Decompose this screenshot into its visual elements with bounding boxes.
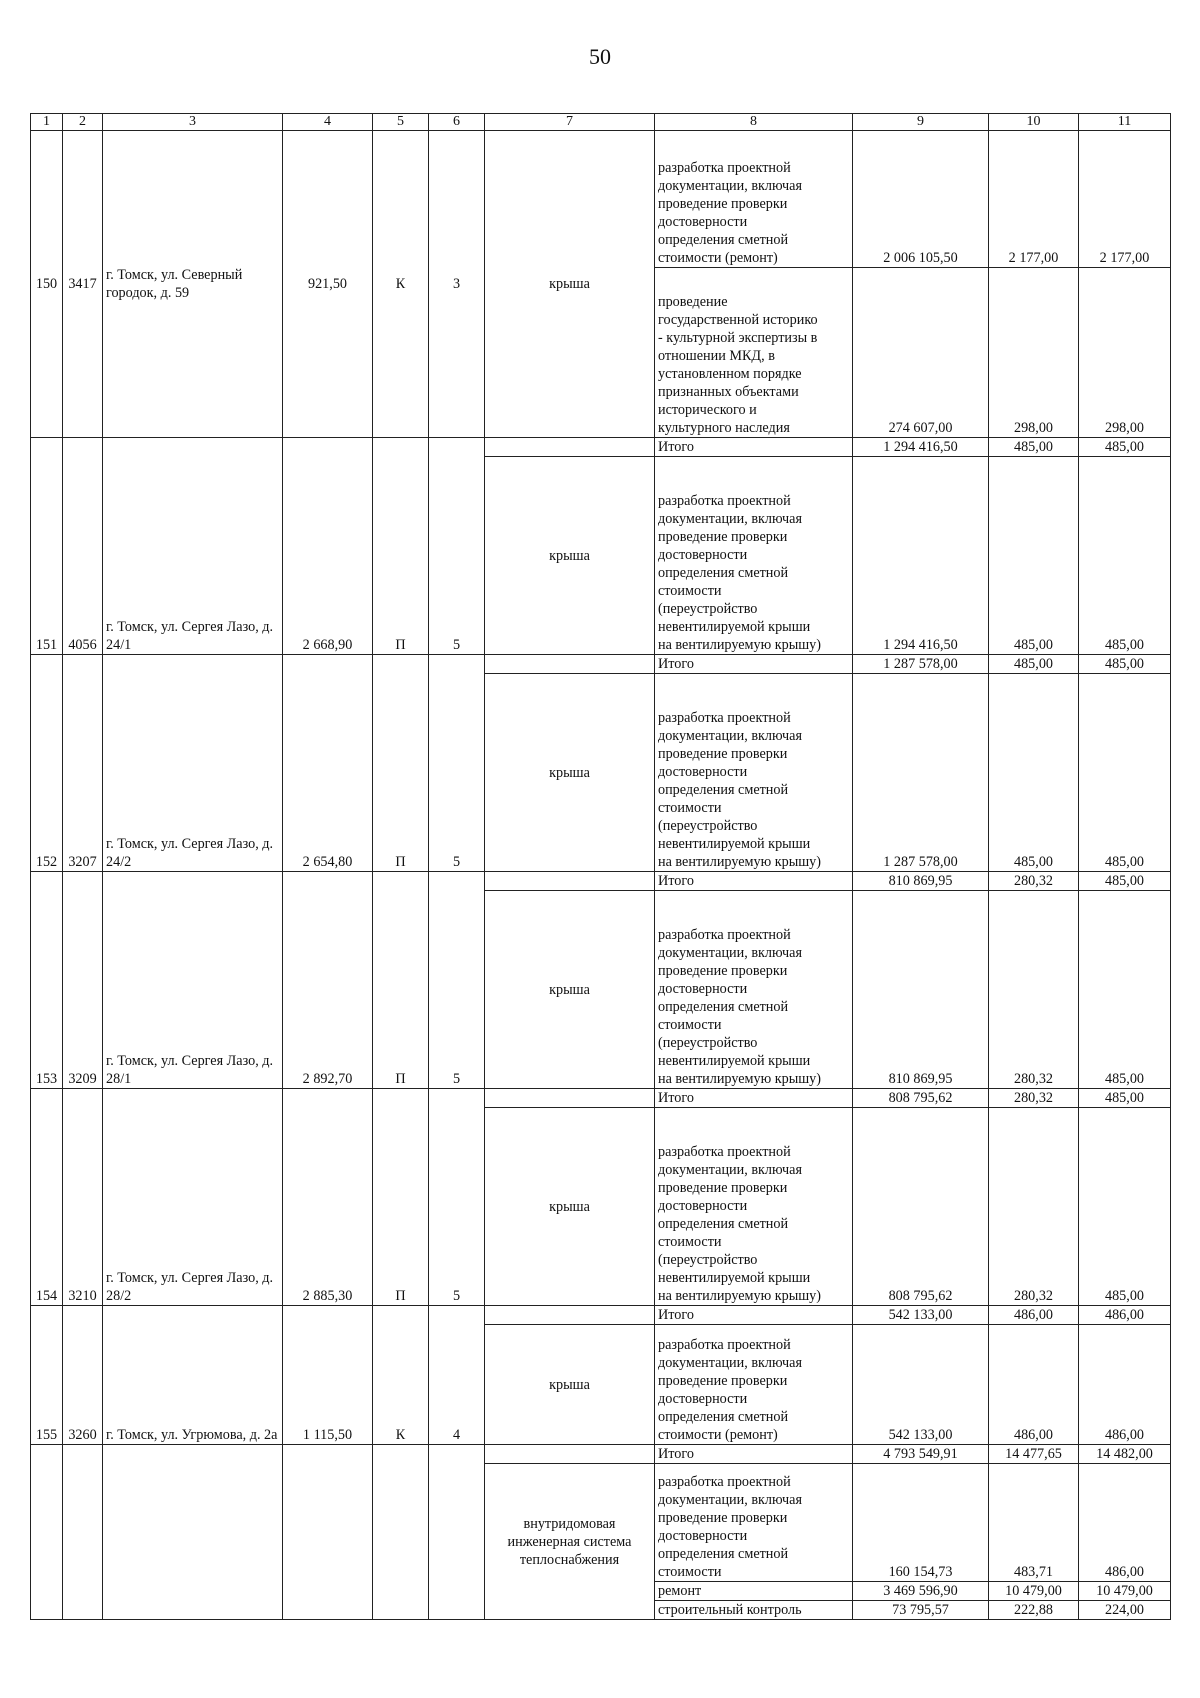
row-number: 152 bbox=[31, 655, 63, 872]
work-description: проведение государственной историко - культурной экспертизы в отношении МКД, в установленном порядке признанных объектами исторического и культурного наследия bbox=[655, 268, 853, 438]
cost-per-sqm: 485,00 bbox=[989, 457, 1079, 655]
house-address: г. Томск, ул. Сергея Лазо, д. 28/2 bbox=[103, 1089, 283, 1306]
cost-per-sqm: 486,00 bbox=[989, 1306, 1079, 1325]
house-code: 3417 bbox=[63, 131, 103, 438]
header-cell: 5 bbox=[373, 114, 429, 131]
cost-per-sqm: 10 479,00 bbox=[989, 1582, 1079, 1601]
cost-total: 73 795,57 bbox=[853, 1601, 989, 1620]
cost-limit: 486,00 bbox=[1079, 1325, 1171, 1445]
wall-type: К bbox=[373, 131, 429, 438]
house-code: 3209 bbox=[63, 872, 103, 1089]
cost-limit: 485,00 bbox=[1079, 891, 1171, 1089]
work-description: ремонт bbox=[655, 1582, 853, 1601]
cost-per-sqm: 485,00 bbox=[989, 655, 1079, 674]
total-row bbox=[31, 872, 1171, 891]
wall-type: П bbox=[373, 438, 429, 655]
cost-total: 2 006 105,50 bbox=[853, 131, 989, 268]
row-number: 151 bbox=[31, 438, 63, 655]
floors: 3 bbox=[429, 131, 485, 438]
cost-total: 808 795,62 bbox=[853, 1089, 989, 1108]
cost-limit: 485,00 bbox=[1079, 1108, 1171, 1306]
cost-total: 1 294 416,50 bbox=[853, 438, 989, 457]
header-cell: 10 bbox=[989, 114, 1079, 131]
house-area: 921,50 bbox=[283, 131, 373, 438]
cost-limit: 10 479,00 bbox=[1079, 1582, 1171, 1601]
cost-total: 1 287 578,00 bbox=[853, 655, 989, 674]
cost-total: 3 469 596,90 bbox=[853, 1582, 989, 1601]
cost-per-sqm: 486,00 bbox=[989, 1325, 1079, 1445]
page-number: 50 bbox=[589, 44, 611, 69]
empty-cell bbox=[63, 1445, 103, 1620]
cost-limit: 485,00 bbox=[1079, 1089, 1171, 1108]
house-code: 3210 bbox=[63, 1089, 103, 1306]
total-label: Итого bbox=[655, 438, 853, 457]
cost-limit: 485,00 bbox=[1079, 457, 1171, 655]
empty-cell bbox=[485, 438, 655, 457]
row-number: 153 bbox=[31, 872, 63, 1089]
house-area: 2 668,90 bbox=[283, 438, 373, 655]
work-description: разработка проектной документации, включая проведение проверки достоверности определения сметной стоимости (ремонт) bbox=[655, 1325, 853, 1445]
cost-limit: 224,00 bbox=[1079, 1601, 1171, 1620]
row-number: 155 bbox=[31, 1306, 63, 1445]
cost-limit: 2 177,00 bbox=[1079, 131, 1171, 268]
work-description: разработка проектной документации, включая проведение проверки достоверности определения сметной стоимости bbox=[655, 1464, 853, 1582]
cost-per-sqm: 280,32 bbox=[989, 1108, 1079, 1306]
cost-per-sqm: 298,00 bbox=[989, 268, 1079, 438]
cost-total: 4 793 549,91 bbox=[853, 1445, 989, 1464]
header-cell: 3 bbox=[103, 114, 283, 131]
house-code: 3207 bbox=[63, 655, 103, 872]
cost-per-sqm: 485,00 bbox=[989, 438, 1079, 457]
structural-element: крыша bbox=[485, 674, 655, 872]
house-area: 2 654,80 bbox=[283, 655, 373, 872]
cost-per-sqm: 280,32 bbox=[989, 872, 1079, 891]
header-cell: 4 bbox=[283, 114, 373, 131]
wall-type: П bbox=[373, 655, 429, 872]
cost-limit: 485,00 bbox=[1079, 674, 1171, 872]
header-cell: 2 bbox=[63, 114, 103, 131]
header-row bbox=[31, 114, 1171, 131]
cost-per-sqm: 14 477,65 bbox=[989, 1445, 1079, 1464]
row-number: 154 bbox=[31, 1089, 63, 1306]
cost-per-sqm: 280,32 bbox=[989, 1089, 1079, 1108]
empty-cell bbox=[429, 1445, 485, 1620]
table-row bbox=[31, 131, 1171, 268]
structural-element: внутридомовая инженерная система теплоснабжения bbox=[485, 1464, 655, 1620]
header-cell: 9 bbox=[853, 114, 989, 131]
house-address: г. Томск, ул. Сергея Лазо, д. 28/1 bbox=[103, 872, 283, 1089]
house-area: 2 885,30 bbox=[283, 1089, 373, 1306]
empty-cell bbox=[485, 655, 655, 674]
work-description: разработка проектной документации, включая проведение проверки достоверности определения сметной стоимости (переустройство невентилируемой крыши на вентилируемую крышу) bbox=[655, 1108, 853, 1306]
cost-total: 542 133,00 bbox=[853, 1306, 989, 1325]
house-address: г. Томск, ул. Угрюмова, д. 2а bbox=[103, 1306, 283, 1445]
floors: 5 bbox=[429, 1089, 485, 1306]
total-label: Итого bbox=[655, 1306, 853, 1325]
cost-limit: 485,00 bbox=[1079, 655, 1171, 674]
floors: 5 bbox=[429, 438, 485, 655]
wall-type: П bbox=[373, 872, 429, 1089]
cost-total: 160 154,73 bbox=[853, 1464, 989, 1582]
house-address: г. Томск, ул. Северный городок, д. 59 bbox=[103, 131, 283, 438]
empty-cell bbox=[485, 872, 655, 891]
header-cell: 8 bbox=[655, 114, 853, 131]
house-area: 1 115,50 bbox=[283, 1306, 373, 1445]
cost-total: 810 869,95 bbox=[853, 872, 989, 891]
house-area: 2 892,70 bbox=[283, 872, 373, 1089]
empty-cell bbox=[283, 1445, 373, 1620]
row-number: 150 bbox=[31, 131, 63, 438]
cost-limit: 485,00 bbox=[1079, 872, 1171, 891]
cost-total: 542 133,00 bbox=[853, 1325, 989, 1445]
cost-total: 274 607,00 bbox=[853, 268, 989, 438]
empty-cell bbox=[485, 1089, 655, 1108]
structural-element: крыша bbox=[485, 1325, 655, 1445]
header-cell: 1 bbox=[31, 114, 63, 131]
work-description: строительный контроль bbox=[655, 1601, 853, 1620]
header-cell: 7 bbox=[485, 114, 655, 131]
work-description: разработка проектной документации, включая проведение проверки достоверности определения сметной стоимости (переустройство невентилируемой крыши на вентилируемую крышу) bbox=[655, 457, 853, 655]
cost-limit: 486,00 bbox=[1079, 1306, 1171, 1325]
floors: 5 bbox=[429, 655, 485, 872]
empty-cell bbox=[103, 1445, 283, 1620]
total-row bbox=[31, 1445, 1171, 1464]
cost-per-sqm: 485,00 bbox=[989, 674, 1079, 872]
cost-per-sqm: 2 177,00 bbox=[989, 131, 1079, 268]
cost-limit: 485,00 bbox=[1079, 438, 1171, 457]
total-label: Итого bbox=[655, 655, 853, 674]
cost-per-sqm: 222,88 bbox=[989, 1601, 1079, 1620]
structural-element: крыша bbox=[485, 891, 655, 1089]
cost-per-sqm: 280,32 bbox=[989, 891, 1079, 1089]
house-address: г. Томск, ул. Сергея Лазо, д. 24/2 bbox=[103, 655, 283, 872]
empty-cell bbox=[485, 1445, 655, 1464]
structural-element: крыша bbox=[485, 1108, 655, 1306]
cost-total: 808 795,62 bbox=[853, 1108, 989, 1306]
header-cell: 11 bbox=[1079, 114, 1171, 131]
cost-limit: 14 482,00 bbox=[1079, 1445, 1171, 1464]
cost-limit: 486,00 bbox=[1079, 1464, 1171, 1582]
total-label: Итого bbox=[655, 1445, 853, 1464]
cost-per-sqm: 483,71 bbox=[989, 1464, 1079, 1582]
house-code: 3260 bbox=[63, 1306, 103, 1445]
wall-type: К bbox=[373, 1306, 429, 1445]
total-row bbox=[31, 1089, 1171, 1108]
house-address: г. Томск, ул. Сергея Лазо, д. 24/1 bbox=[103, 438, 283, 655]
wall-type: П bbox=[373, 1089, 429, 1306]
cost-total: 1 294 416,50 bbox=[853, 457, 989, 655]
work-description: разработка проектной документации, включая проведение проверки достоверности определения сметной стоимости (ремонт) bbox=[655, 131, 853, 268]
work-description: разработка проектной документации, включая проведение проверки достоверности определения сметной стоимости (переустройство невентилируемой крыши на вентилируемую крышу) bbox=[655, 674, 853, 872]
total-row bbox=[31, 438, 1171, 457]
total-row bbox=[31, 655, 1171, 674]
floors: 4 bbox=[429, 1306, 485, 1445]
structural-element: крыша bbox=[485, 131, 655, 438]
header-cell: 6 bbox=[429, 114, 485, 131]
structural-element: крыша bbox=[485, 457, 655, 655]
total-label: Итого bbox=[655, 1089, 853, 1108]
empty-cell bbox=[485, 1306, 655, 1325]
empty-cell bbox=[373, 1445, 429, 1620]
empty-cell bbox=[31, 1445, 63, 1620]
cost-total: 1 287 578,00 bbox=[853, 674, 989, 872]
house-code: 4056 bbox=[63, 438, 103, 655]
cost-limit: 298,00 bbox=[1079, 268, 1171, 438]
cost-total: 810 869,95 bbox=[853, 891, 989, 1089]
total-label: Итого bbox=[655, 872, 853, 891]
work-description: разработка проектной документации, включая проведение проверки достоверности определения сметной стоимости (переустройство невентилируемой крыши на вентилируемую крышу) bbox=[655, 891, 853, 1089]
floors: 5 bbox=[429, 872, 485, 1089]
total-row bbox=[31, 1306, 1171, 1325]
capital-repair-table bbox=[30, 113, 1171, 1620]
